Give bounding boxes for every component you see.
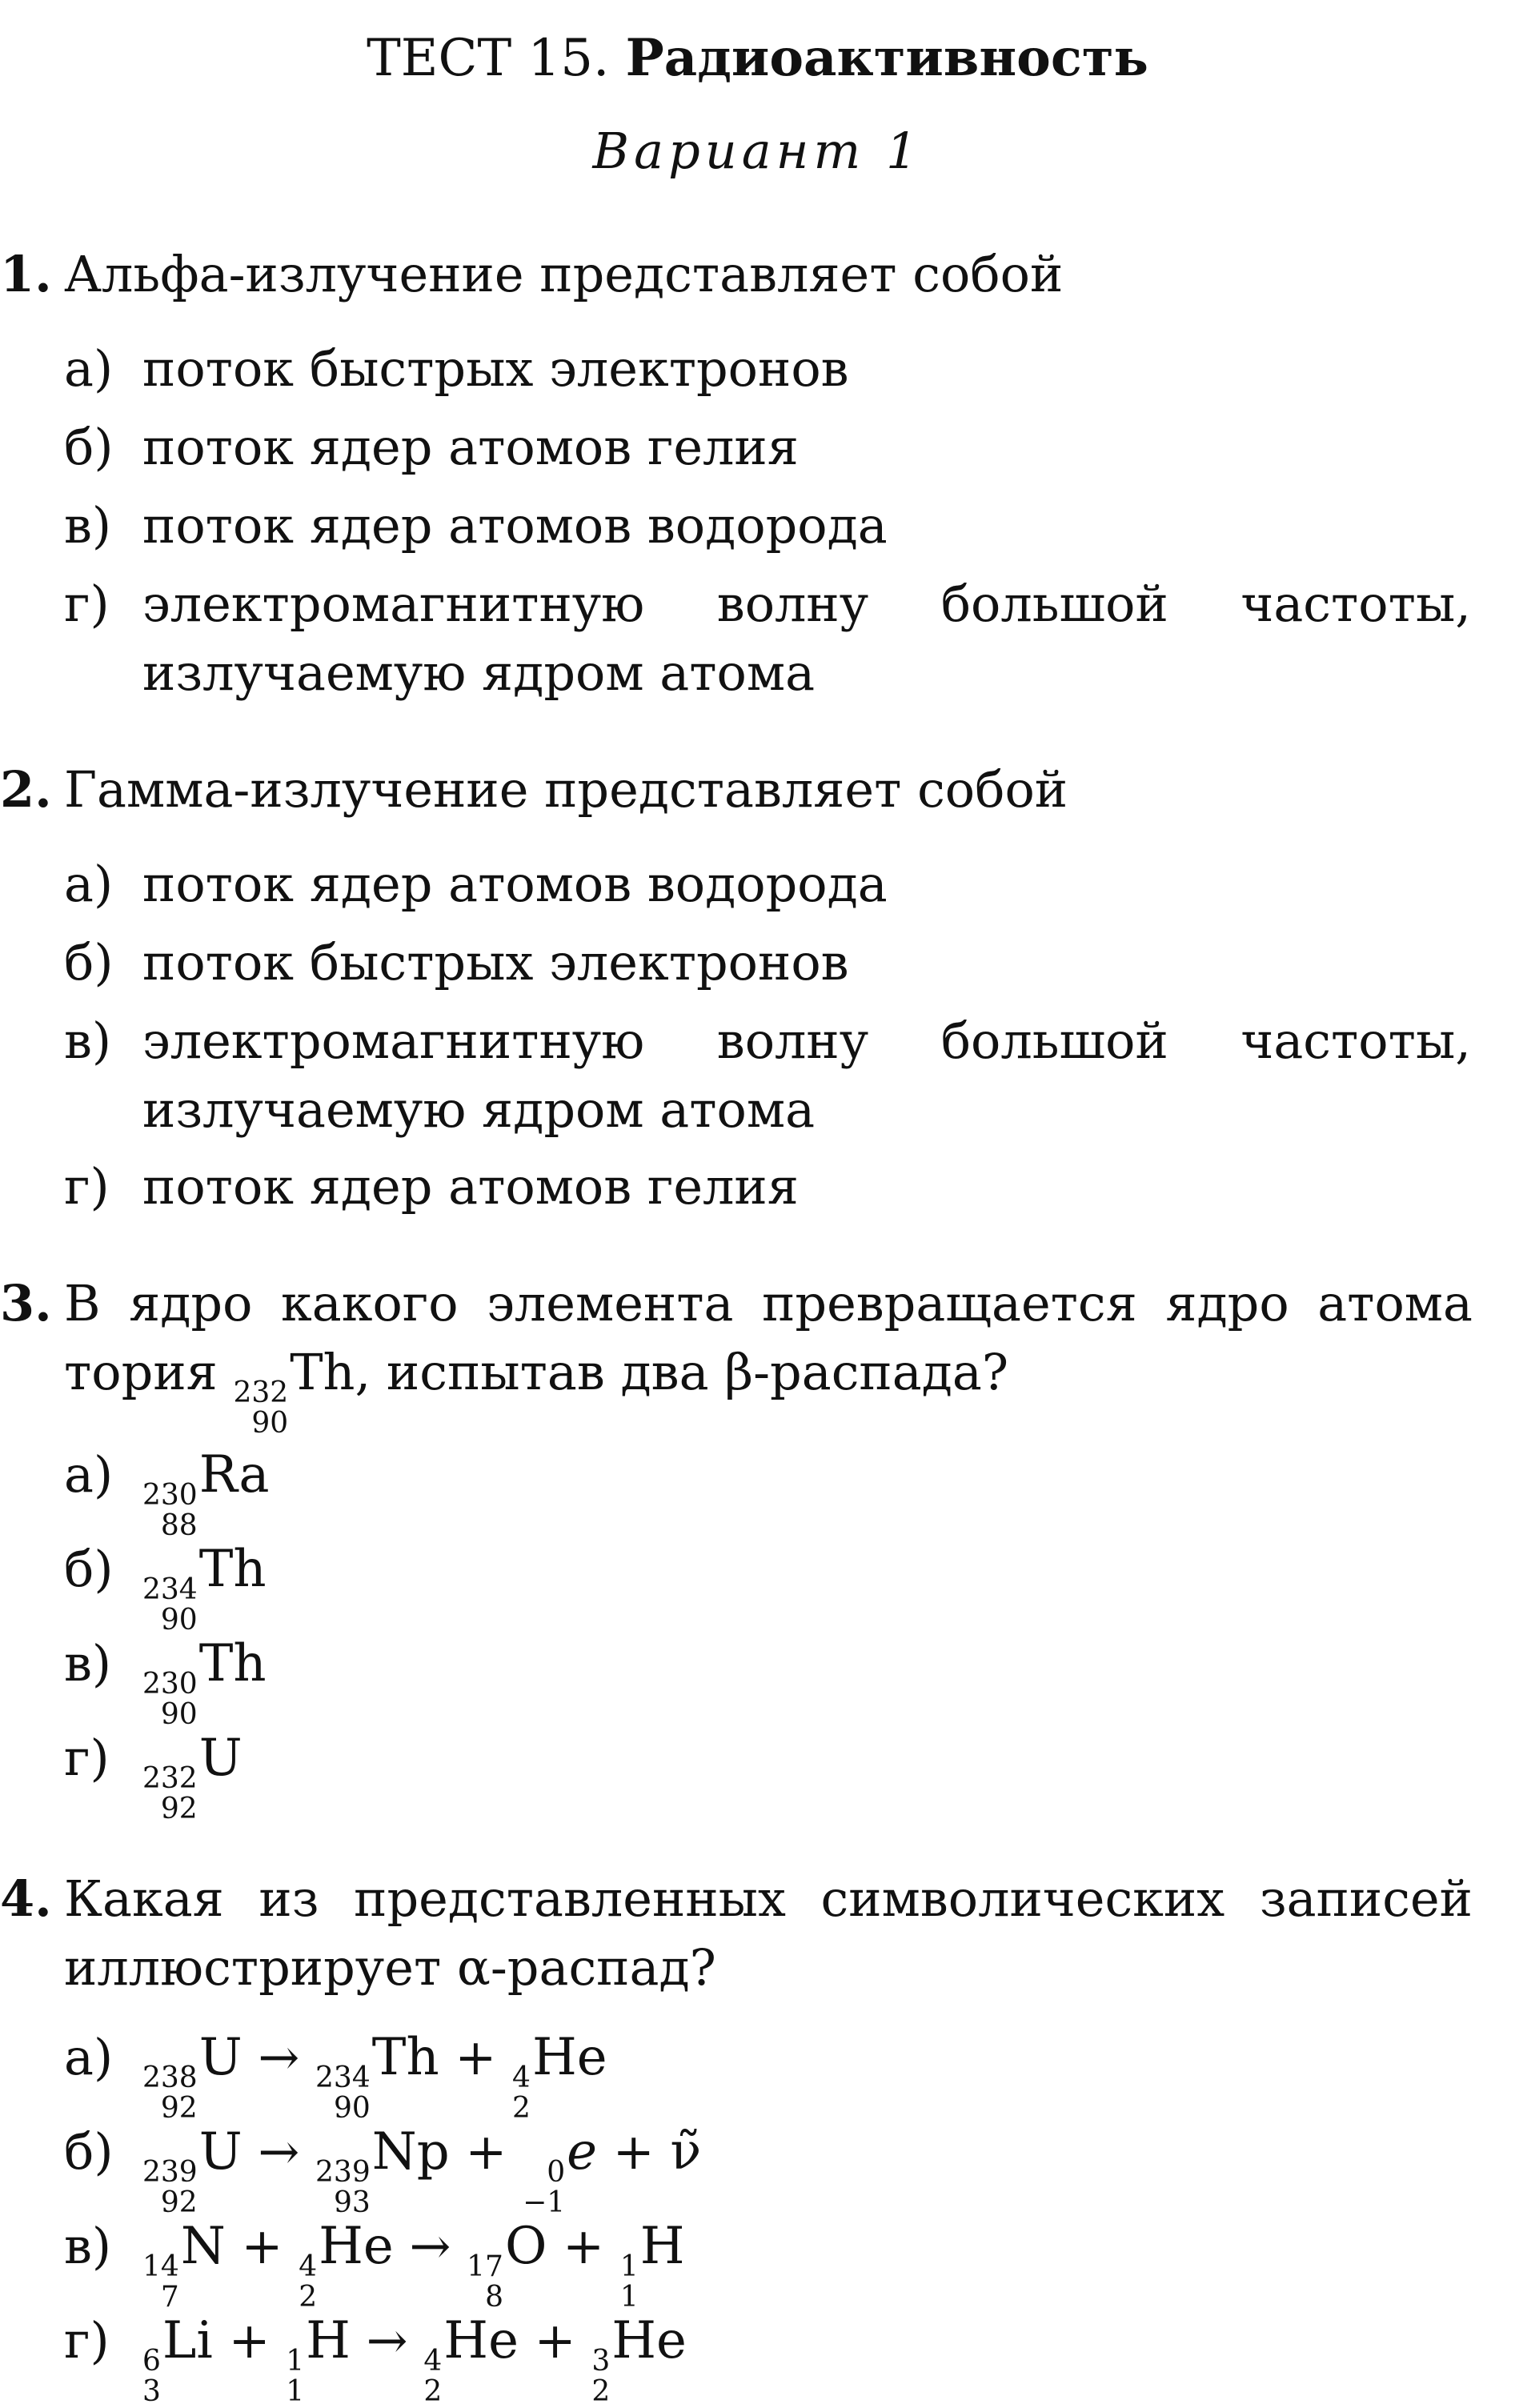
equation-term <box>423 2306 519 2407</box>
equation-term <box>142 2118 242 2218</box>
option-label: г) <box>64 1157 110 1216</box>
charge-number: 90 <box>160 1698 198 1731</box>
charge-number: 90 <box>160 1604 198 1637</box>
option-label: в) <box>64 1634 112 1693</box>
equation-term <box>142 2212 226 2313</box>
question-number: 4. <box>0 1869 52 1928</box>
charge-number: 2 <box>512 2092 531 2125</box>
element-symbol: U <box>198 2028 242 2087</box>
option-equation <box>142 2023 1471 2124</box>
option-label: а) <box>64 855 114 913</box>
equation-operator: + <box>597 2122 671 2181</box>
question-text: Гамма-излучение представляет собой <box>64 760 1068 819</box>
option-text: поток ядер атомов гелия <box>142 418 799 476</box>
equation-term <box>142 2023 242 2124</box>
equation-operator: + <box>449 2122 523 2181</box>
equation-term <box>512 2023 607 2124</box>
charge-number: 7 <box>160 2281 179 2314</box>
equation-operator: → <box>393 2217 467 2275</box>
option-equation <box>142 2306 1471 2407</box>
option-text: поток ядер атомов водорода <box>142 496 888 555</box>
mass-number: 239 <box>315 2156 371 2189</box>
option-label: а) <box>64 1445 114 1504</box>
element-symbol: He <box>319 2217 394 2276</box>
element-symbol: ν̃ <box>670 2122 702 2182</box>
element-symbol: H <box>306 2311 351 2370</box>
charge-number: 2 <box>299 2281 318 2314</box>
equation-operator: + <box>439 2028 513 2086</box>
option-text: поток быстрых электронов <box>142 339 849 398</box>
option-label: б) <box>64 1540 114 1598</box>
equation-term <box>591 2306 687 2407</box>
question-text-after: , испытав два β-распада? <box>355 1343 1009 1401</box>
option-text: поток ядер атомов гелия <box>142 1157 799 1216</box>
option-label: б) <box>64 418 114 476</box>
mass-number: 6 <box>142 2345 161 2378</box>
option-nuclide <box>142 1440 1471 1541</box>
element-symbol: Li <box>162 2311 213 2370</box>
question-text <box>64 1269 1473 1439</box>
element-symbol: Ra <box>198 1445 270 1504</box>
element-symbol: e <box>567 2122 598 2182</box>
charge-number: 92 <box>160 2186 198 2219</box>
mass-number: 230 <box>142 1479 198 1512</box>
question-text: Какая из представленных символических записей иллюстрирует α-распад? <box>64 1869 1473 1997</box>
equation-operator: + <box>518 2311 592 2370</box>
charge-number: 93 <box>333 2186 371 2219</box>
mass-number: 239 <box>142 2156 198 2189</box>
option-nuclide <box>142 1629 1471 1730</box>
option-label: г) <box>64 2311 110 2370</box>
charge-number: 2 <box>591 2375 611 2408</box>
mass-number: 232 <box>233 1376 289 1409</box>
equation-term <box>299 2212 394 2313</box>
option-label: б) <box>64 933 114 992</box>
mass-number: 234 <box>315 2061 371 2094</box>
mass-number: 3 <box>591 2345 611 2378</box>
charge-number: −1 <box>523 2186 566 2219</box>
option-text: поток быстрых электронов <box>142 933 849 992</box>
equation-term <box>467 2212 547 2313</box>
equation-operator: + <box>225 2217 299 2275</box>
question-number: 3. <box>0 1274 52 1332</box>
element-symbol: Th <box>198 1634 267 1693</box>
question-number: 2. <box>0 760 52 819</box>
element-symbol: Th <box>198 1540 267 1599</box>
equation-term <box>670 2118 701 2186</box>
element-symbol: Np <box>371 2122 450 2182</box>
element-symbol: He <box>611 2311 687 2370</box>
option-label: г) <box>64 1729 110 1787</box>
element-symbol: U <box>198 2122 242 2182</box>
charge-number: 90 <box>251 1407 289 1440</box>
option-text: электромагнитную волну большой частоты, излучаемую ядром атома <box>142 575 1471 702</box>
mass-number: 232 <box>142 1762 198 1795</box>
equation-term <box>315 2118 450 2218</box>
option-equation <box>142 2212 1471 2313</box>
charge-number: 90 <box>333 2092 371 2125</box>
element-symbol: O <box>504 2217 547 2276</box>
option-text: электромагнитную волну большой частоты, излучаемую ядром атома <box>142 1012 1471 1139</box>
mass-number: 234 <box>142 1573 198 1606</box>
charge-number: 88 <box>160 1509 198 1542</box>
mass-number: 1 <box>286 2345 305 2378</box>
mass-number: 1 <box>619 2250 639 2283</box>
equation-term <box>620 2212 685 2313</box>
test-title <box>0 22 1515 94</box>
equation-term <box>315 2023 439 2124</box>
question-number: 1. <box>0 245 52 303</box>
mass-number: 230 <box>142 1668 198 1701</box>
option-nuclide <box>142 1535 1471 1636</box>
element-symbol: He <box>531 2028 607 2087</box>
equation-operator: + <box>212 2311 287 2370</box>
equation-operator: + <box>547 2217 620 2275</box>
option-text: поток ядер атомов водорода <box>142 855 888 913</box>
mass-number: 4 <box>299 2250 318 2283</box>
option-label: г) <box>64 575 110 633</box>
test-label: ТЕСТ 15. <box>367 29 610 88</box>
element-symbol: Th <box>290 1343 355 1401</box>
element-symbol: U <box>198 1729 242 1788</box>
option-label: б) <box>64 2122 114 2181</box>
charge-number: 2 <box>423 2375 443 2408</box>
charge-number: 3 <box>142 2375 161 2408</box>
charge-number: 92 <box>160 1793 198 1825</box>
question-text: Альфа-излучение представляет собой <box>64 245 1064 303</box>
mass-number: 14 <box>142 2250 179 2283</box>
charge-number: 1 <box>286 2375 305 2408</box>
option-label: в) <box>64 1012 112 1070</box>
nuclide-thorium <box>233 1338 355 1439</box>
question-text-before: В ядро какого элемента превращается ядро атома тория <box>64 1274 1473 1401</box>
charge-number: 1 <box>619 2281 639 2314</box>
equation-operator: → <box>350 2311 424 2370</box>
mass-number: 17 <box>467 2250 503 2283</box>
element-symbol: H <box>639 2217 685 2276</box>
option-equation <box>142 2118 1471 2218</box>
option-label: а) <box>64 2028 114 2086</box>
charge-number: 8 <box>485 2281 503 2314</box>
equation-operator: → <box>242 2028 316 2086</box>
option-label: а) <box>64 339 114 398</box>
test-topic: Радиоактивность <box>625 28 1148 88</box>
mass-number: 4 <box>423 2345 443 2378</box>
option-label: в) <box>64 2217 112 2275</box>
element-symbol: Th <box>371 2028 439 2087</box>
equation-term <box>286 2306 351 2407</box>
equation-term <box>142 2306 213 2407</box>
option-nuclide <box>142 1724 1471 1825</box>
variant-label: Вариант 1 <box>592 122 923 180</box>
equation-term <box>523 2118 597 2218</box>
option-label: в) <box>64 496 112 555</box>
equation-operator: → <box>242 2122 316 2181</box>
element-symbol: N <box>180 2217 226 2276</box>
charge-number: 92 <box>160 2092 198 2125</box>
mass-number: 0 <box>547 2156 566 2189</box>
element-symbol: He <box>443 2311 519 2370</box>
mass-number: 4 <box>512 2061 531 2094</box>
mass-number: 238 <box>142 2061 198 2094</box>
